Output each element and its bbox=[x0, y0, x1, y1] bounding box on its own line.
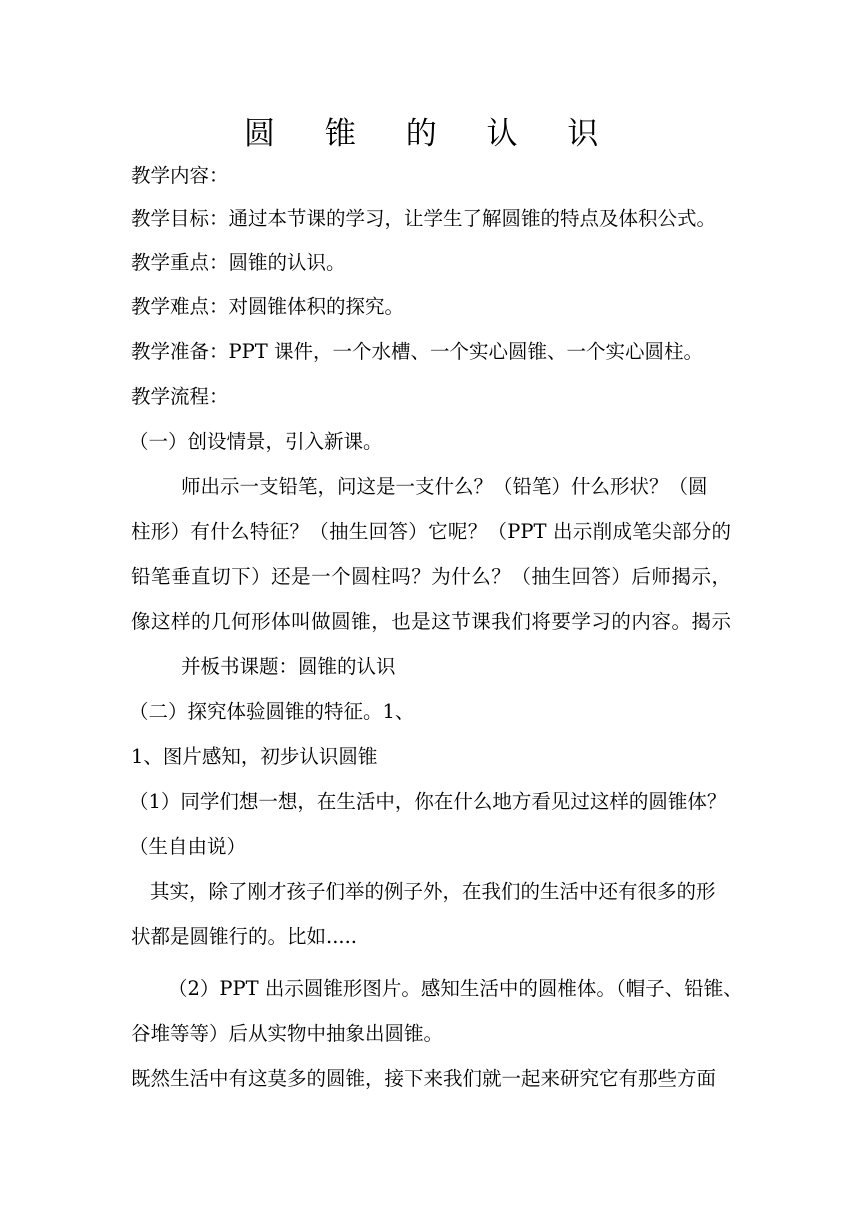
text-line-teaching-process: 教学流程： bbox=[131, 385, 229, 408]
paragraph-line: 谷堆等等）后从实物中抽象出圆锥。 bbox=[131, 1022, 444, 1045]
paragraph-line: 师出示一支铅笔，问这是一支什么？（铅笔）什么形状？（圆 bbox=[181, 475, 708, 498]
paragraph-line: 铅笔垂直切下）还是一个圆柱吗？为什么？（抽生回答）后师揭示， bbox=[131, 565, 731, 588]
document-title: 圆 锥 的 认 识 bbox=[244, 116, 619, 152]
paragraph-line: 其实，除了刚才孩子们举的例子外，在我们的生活中还有很多的形 bbox=[150, 880, 716, 903]
section-heading-two: （二）探究体验圆锥的特征。1、 bbox=[129, 700, 415, 723]
text-line-teaching-content: 教学内容： bbox=[131, 164, 229, 187]
paragraph-line: 柱形）有什么特征？（抽生回答）它呢？（PPT 出示削成笔尖部分的 bbox=[131, 520, 731, 543]
paragraph-line: 像这样的几何形体叫做圆锥，也是这节课我们将要学习的内容。揭示 bbox=[131, 610, 731, 633]
paragraph-line: （2）PPT 出示圆锥形图片。感知生活中的圆椎体。（帽子、铅锥、 bbox=[168, 977, 743, 1000]
section-heading-one: （一）创设情景，引入新课。 bbox=[129, 430, 383, 453]
text-line-teaching-difficulty: 教学难点：对圆锥体积的探究。 bbox=[131, 295, 405, 318]
paragraph-line: 并板书课题：圆锥的认识 bbox=[181, 655, 396, 678]
text-line-teaching-preparation: 教学准备：PPT 课件，一个水槽、一个实心圆锥、一个实心圆柱。 bbox=[131, 340, 703, 363]
text-line-teaching-goal: 教学目标：通过本节课的学习，让学生了解圆锥的特点及体积公式。 bbox=[131, 207, 717, 230]
paragraph-line: （1）同学们想一想，在生活中，你在什么地方看见过这样的圆锥体？ bbox=[129, 790, 727, 813]
paragraph-line: 状都是圆锥行的。比如..... bbox=[131, 925, 357, 948]
subsection-heading: 1、图片感知，初步认识圆锥 bbox=[131, 745, 378, 768]
text-line-teaching-focus: 教学重点：圆锥的认识。 bbox=[131, 251, 346, 274]
paragraph-line: 既然生活中有这莫多的圆锥，接下来我们就一起来研究它有那些方面 bbox=[131, 1067, 717, 1090]
paragraph-line: （生自由说） bbox=[129, 835, 247, 858]
